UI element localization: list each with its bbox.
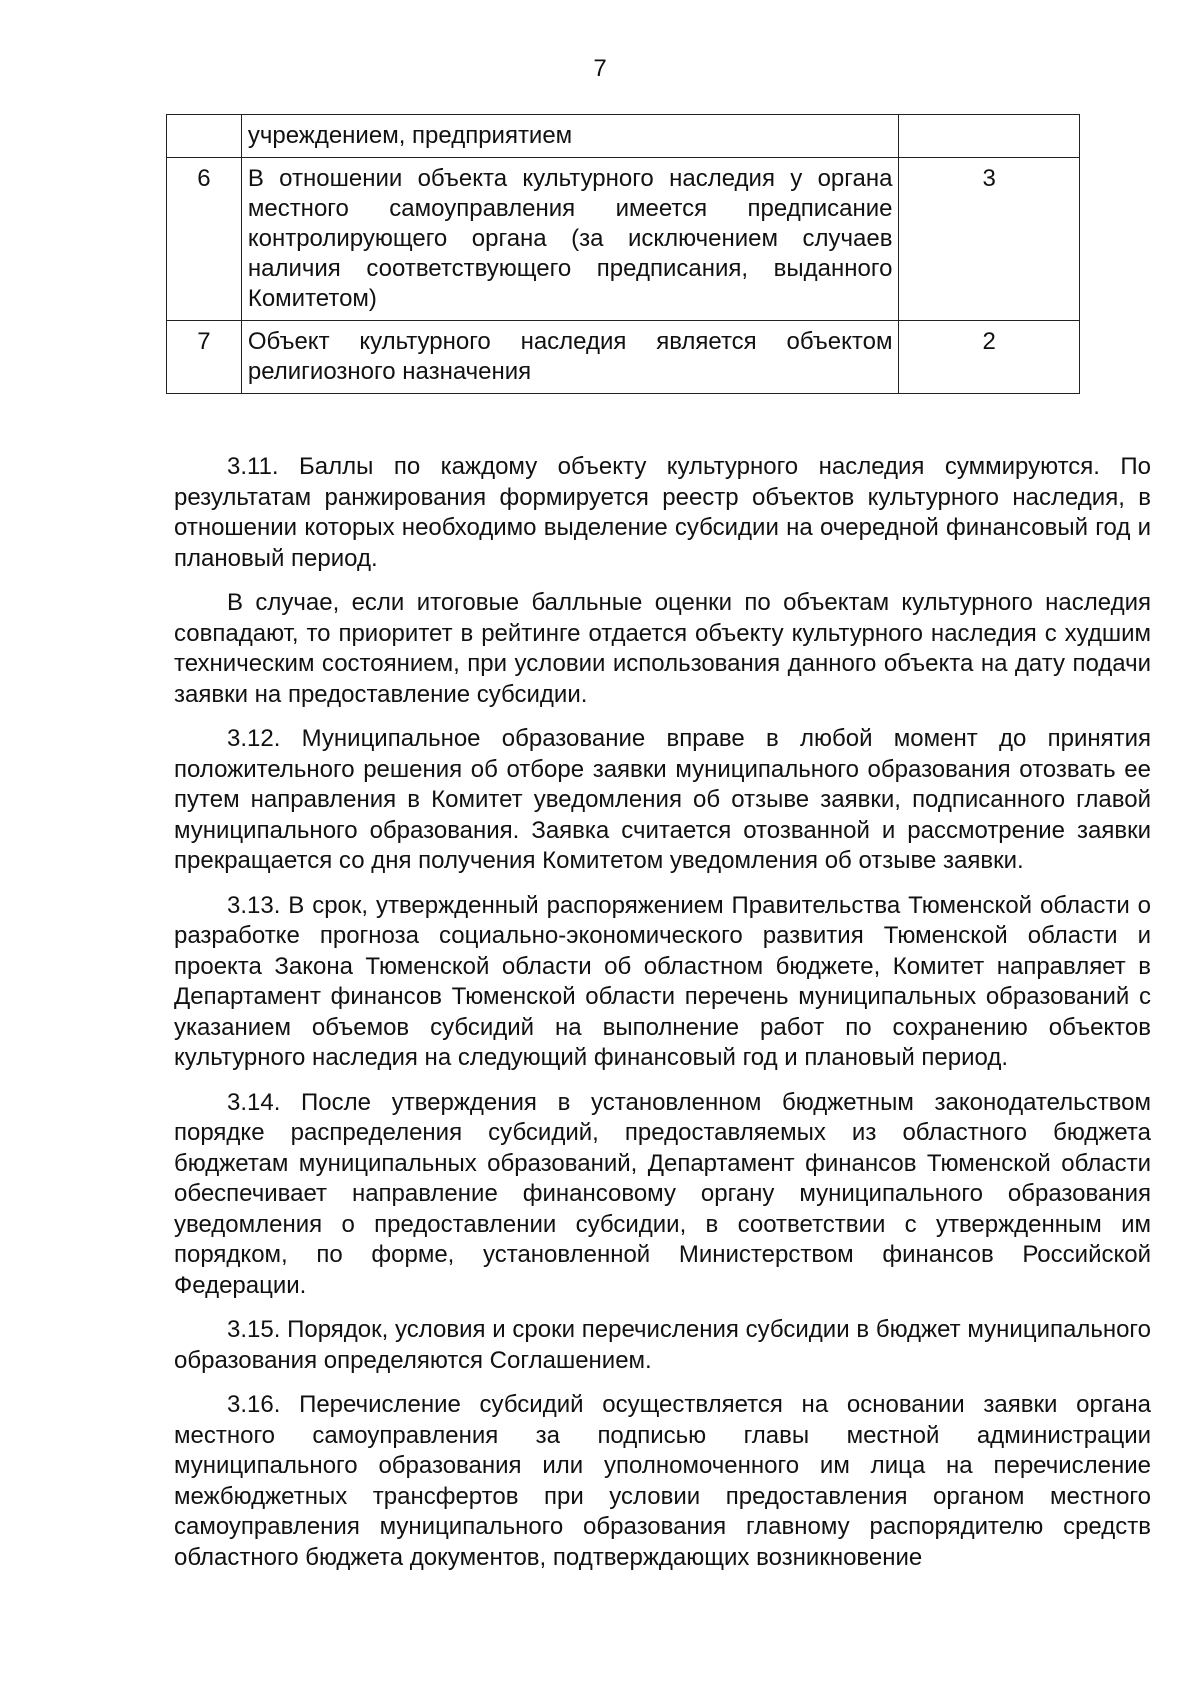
criterion-score: 2	[899, 321, 1080, 394]
table-row	[167, 321, 1080, 394]
criteria-table	[166, 114, 1080, 394]
paragraph-3-15: 3.15. Порядок, условия и сроки перечисления субсидии в бюджет муниципального образования определяются Соглашением.	[174, 1316, 1151, 1374]
paragraph-3-13: 3.13. В срок, утвержденный распоряжением Правительства Тюменской области о разработке прогноза социально-экономического развития Тюменской области и проекта Закона Тюменской области об областном бюджете, Комитет направляет в Департамент финансов Тюменской области перечень муниципальных образований с указанием объемов субсидий на выполнение работ по сохранению объектов культурного наследия на следующий финансовый год и плановый период.	[174, 891, 1151, 1071]
paragraph-3-14: 3.14. После утверждения в установленном бюджетным законодательством порядке распределения субсидий, предоставляемых из областного бюджета бюджетам муниципальных образований, Департамент финансов Тюменской области обеспечивает направление финансовому органу муниципального образования уведомления о предоставлении субсидии, в соответствии с утвержденным им порядком, по форме, установленной Министерством финансов Российской Федерации.	[174, 1088, 1151, 1299]
document-body	[174, 452, 1151, 1587]
paragraph-3-16: 3.16. Перечисление субсидий осуществляется на основании заявки органа местного самоуправления за подписью главы местной администрации муниципального образования или уполномоченного им лица на перечисление межбюджетных трансфертов при условии предоставления органом местного самоуправления муниципального образования главному распорядителю средств областного бюджета документов, подтверждающих возникновение	[174, 1391, 1151, 1571]
criterion-text: учреждением, предприятием	[241, 115, 899, 158]
row-number	[167, 115, 242, 158]
table-row	[167, 115, 1080, 158]
criterion-score: 3	[899, 158, 1080, 321]
criterion-text: Объект культурного наследия является объектом религиозного назначения	[241, 321, 899, 394]
paragraph-3-11-tie-rule: В случае, если итоговые балльные оценки по объектам культурного наследия совпадают, то приоритет в рейтинге отдается объекту культурного наследия с худшим техническим состоянием, при условии использования данного объекта на дату подачи заявки на предоставление субсидии.	[174, 589, 1151, 708]
criterion-score	[899, 115, 1080, 158]
row-number: 7	[167, 321, 242, 394]
page-number: 7	[593, 55, 607, 82]
table-row	[167, 158, 1080, 321]
row-number: 6	[167, 158, 242, 321]
paragraph-3-12: 3.12. Муниципальное образование вправе в любой момент до принятия положительного решения об отборе заявки муниципального образования отозвать ее путем направления в Комитет уведомления об отзыве заявки, подписанного главой муниципального образования. Заявка считается отозванной и рассмотрение заявки прекращается со дня получения Комитетом уведомления об отзыве заявки.	[174, 725, 1151, 874]
criterion-text: В отношении объекта культурного наследия у органа местного самоуправления имеется предписание контролирующего органа (за исключением случаев наличия соответствующего предписания, выданного Комитетом)	[241, 158, 899, 321]
paragraph-3-11: 3.11. Баллы по каждому объекту культурного наследия суммируются. По результатам ранжирования формируется реестр объектов культурного наследия, в отношении которых необходимо выделение субсидии на очередной финансовый год и плановый период.	[174, 453, 1151, 572]
